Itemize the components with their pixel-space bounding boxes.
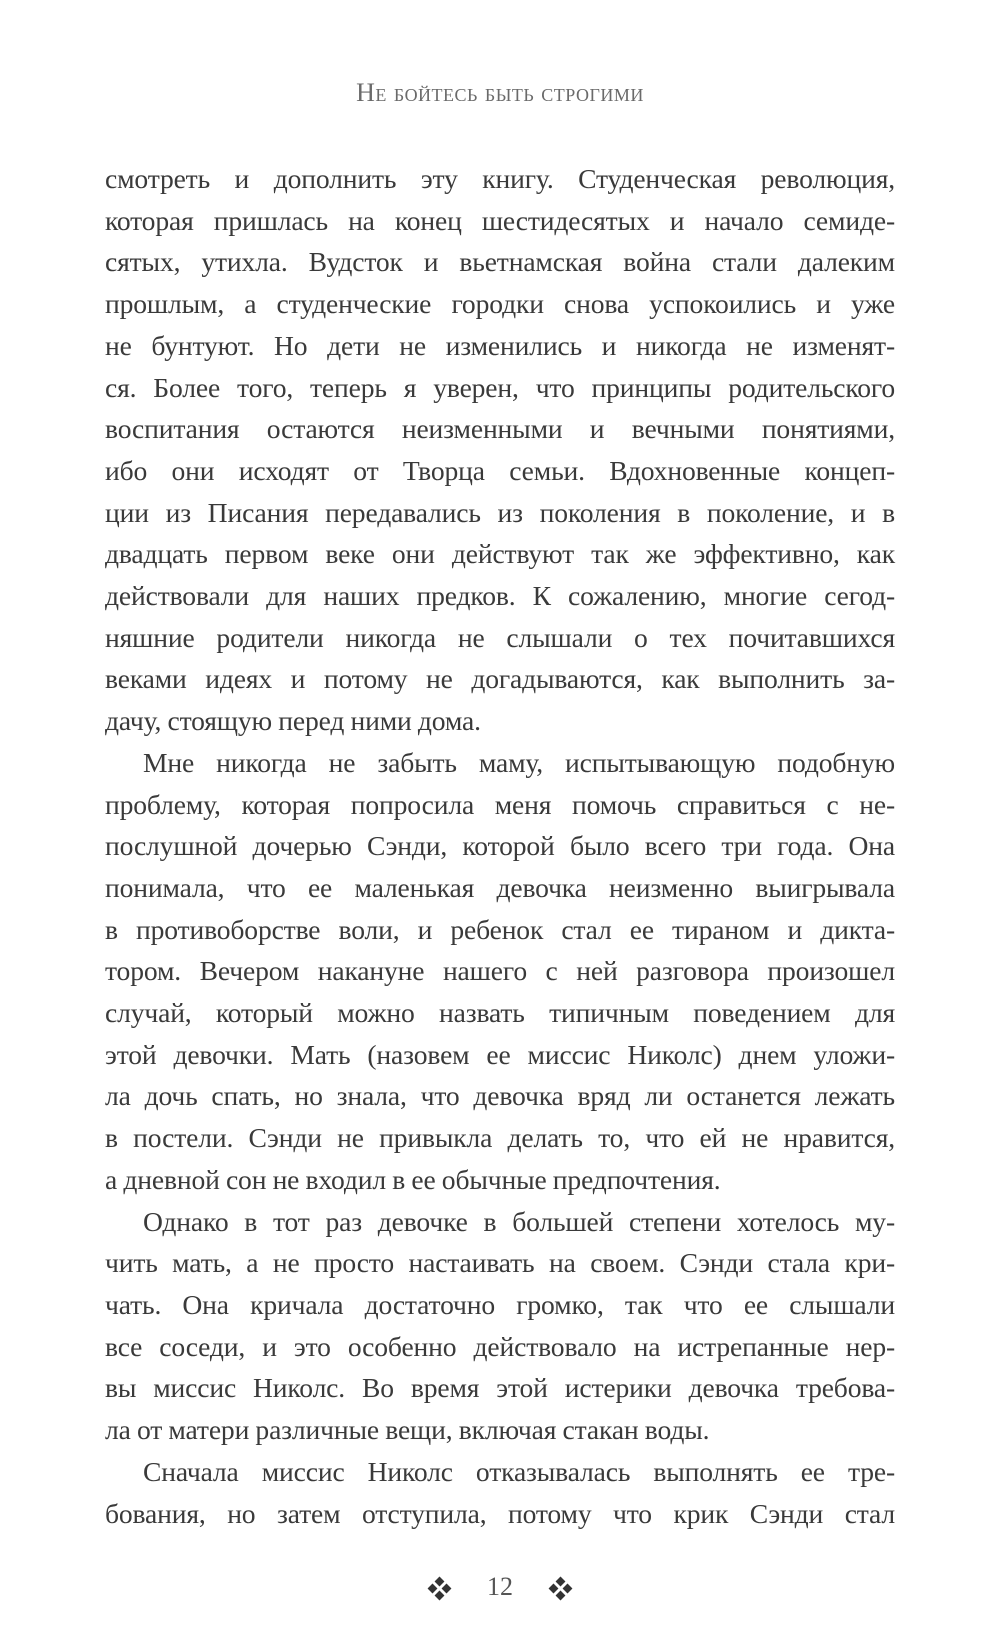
text-line: воспитания остаются неизменными и вечными понятиями, xyxy=(105,413,895,445)
text-line: ла от матери различные вещи, включая стакан воды. xyxy=(105,1414,710,1446)
text-line: Мне никогда не забыть маму, испытывающую подобную xyxy=(143,746,895,778)
text-line: проблему, которая попросила меня помочь справиться с не- xyxy=(105,788,895,820)
text-line: этой девочки. Мать (назовем ее миссис Николс) днем уложи- xyxy=(105,1038,895,1070)
text-line: ибо они исходят от Творца семьи. Вдохновенные концеп- xyxy=(105,454,895,486)
text-line: веками идеях и потому не догадываются, как выполнить за- xyxy=(105,663,895,695)
body-text xyxy=(105,158,895,1534)
text-line: тором. Вечером накануне нашего с ней разговора произошел xyxy=(105,955,895,987)
text-line: понимала, что ее маленькая девочка неизменно выигрывала xyxy=(105,871,895,903)
text-line: послушной дочерью Сэнди, которой было всего три года. Она xyxy=(105,830,895,862)
text-line: сятых, утихла. Вудсток и вьетнамская война стали далеким xyxy=(105,246,895,278)
text-line: двадцать первом веке они действуют так же эффективно, как xyxy=(105,538,895,570)
text-line: ся. Более того, теперь я уверен, что принципы родительского xyxy=(105,371,895,403)
text-line: в противоборстве воли, и ребенок стал ее тираном и дикта- xyxy=(105,913,895,945)
text-line: не бунтуют. Но дети не изменились и никогда не изменят- xyxy=(105,329,895,361)
text-line: ла дочь спать, но знала, что девочка вряд ли останется лежать xyxy=(105,1080,895,1112)
text-line: ции из Писания передавались из поколения в поколение, и в xyxy=(105,496,895,528)
text-line: Сначала миссис Николс отказывалась выполнять ее тре- xyxy=(143,1455,895,1487)
text-line: чить мать, а не просто настаивать на своем. Сэнди стала кри- xyxy=(105,1247,895,1279)
text-line: в постели. Сэнди не привыкла делать то, что ей не нравится, xyxy=(105,1122,895,1154)
text-line: случай, который можно назвать типичным поведением для xyxy=(105,997,895,1029)
ornament-right-icon xyxy=(550,1578,572,1600)
text-line: Однако в тот раз девочке в большей степени хотелось му- xyxy=(143,1205,895,1237)
text-line: бования, но затем отступила, потому что крик Сэнди стал xyxy=(105,1497,895,1529)
page-number: 12 xyxy=(487,1572,513,1602)
text-line: прошлым, а студенческие городки снова успокоились и уже xyxy=(105,288,895,320)
text-line: все соседи, и это особенно действовало на истрепанные нер- xyxy=(105,1330,895,1362)
running-header: Не бойтесь быть строгими xyxy=(356,78,644,107)
text-line: дачу, стоящую перед ними дома. xyxy=(105,705,481,737)
text-line: няшние родители никогда не слышали о тех почитавшихся xyxy=(105,621,895,653)
ornament-left-icon xyxy=(429,1578,451,1600)
text-line: вы миссис Николс. Во время этой истерики девочка требова- xyxy=(105,1372,895,1404)
text-line: а дневной сон не входил в ее обычные предпочтения. xyxy=(105,1163,721,1195)
text-line: смотреть и дополнить эту книгу. Студенческая революция, xyxy=(105,163,895,194)
page-footer xyxy=(0,1570,1000,1644)
text-line: чать. Она кричала достаточно громко, так что ее слышали xyxy=(105,1288,895,1320)
text-line: действовали для наших предков. К сожалению, многие сегод- xyxy=(105,580,895,612)
text-line: которая пришлась на конец шестидесятых и начало семиде- xyxy=(105,204,895,236)
